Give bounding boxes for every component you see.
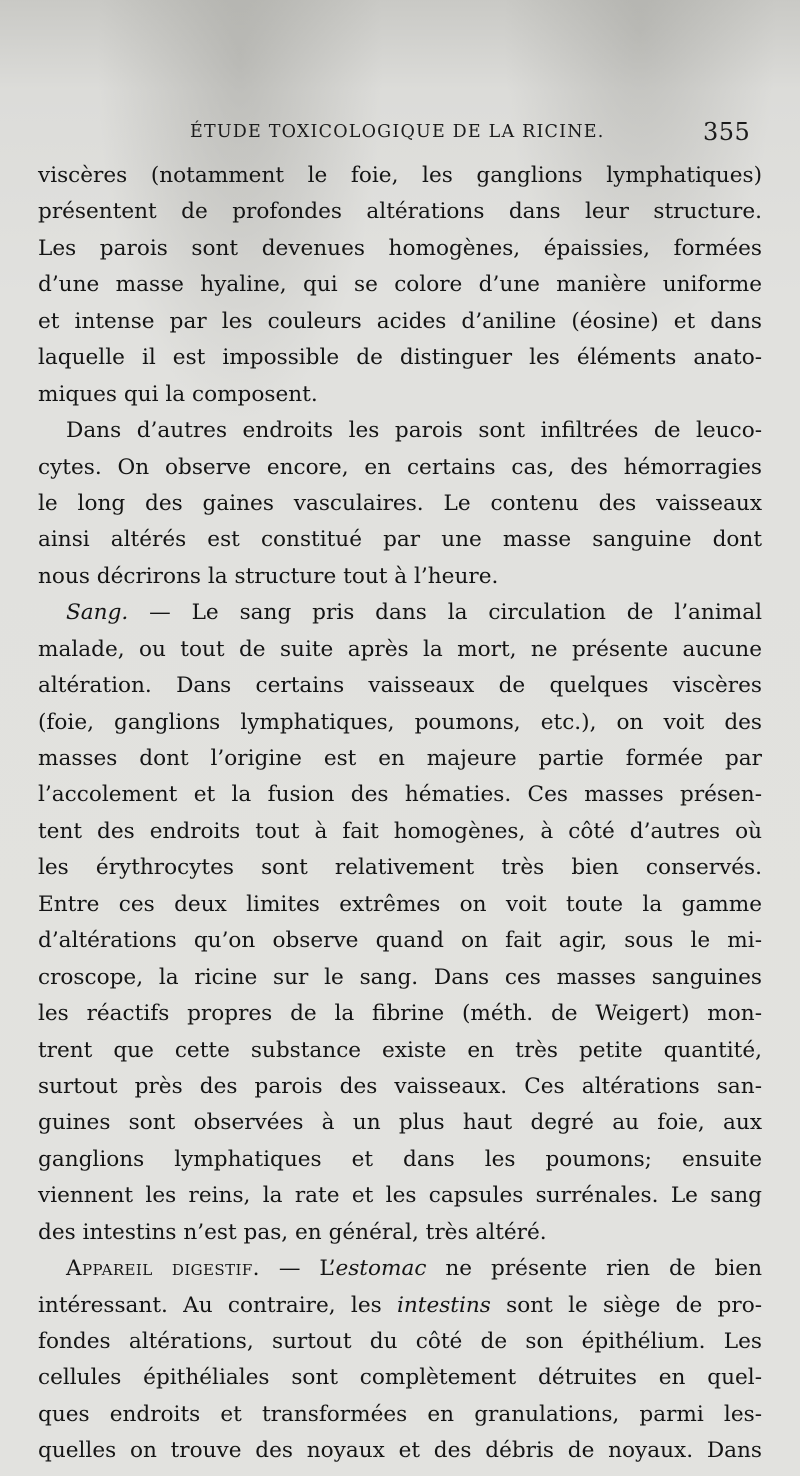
- text-line: [38, 1215, 762, 1251]
- line-text: guines sont observées à un plus haut degré au foie, aux: [38, 1110, 762, 1136]
- text-line: [38, 559, 762, 595]
- text-line: [38, 1288, 762, 1324]
- line-text: fondes altérations, surtout du côté de son épithélium. Les: [38, 1329, 762, 1354]
- line-text: d’une masse hyaline, qui se colore d’une manière uniforme: [38, 272, 762, 298]
- line-text: — Le sang pris dans la circulation de l’animal: [128, 600, 762, 626]
- text-line: [38, 1178, 762, 1214]
- text-line: [38, 705, 762, 741]
- text-line: [38, 777, 762, 813]
- line-text: Les parois sont devenues homogènes, épaissies, formées: [38, 235, 762, 261]
- running-head: [0, 118, 800, 148]
- text-line: [38, 850, 762, 886]
- emphasized-term: estomac: [335, 1256, 427, 1282]
- line-text: cellules épithéliales sont complètement détruites en quel-: [38, 1365, 762, 1391]
- text-line: [38, 194, 762, 230]
- paragraph-lead: Sang.: [66, 600, 129, 626]
- text-line: [38, 304, 762, 340]
- line-text: surtout près des parois des vaisseaux. Ces altérations san-: [38, 1073, 762, 1099]
- line-text: trent que cette substance existe en très petite quantité,: [38, 1037, 762, 1063]
- text-line: [38, 632, 762, 668]
- line-text: des intestins n’est pas, en général, très altéré.: [38, 1219, 547, 1245]
- text-line: [38, 522, 762, 558]
- text-line: [38, 231, 762, 267]
- text-line: [38, 1142, 762, 1178]
- text-line: [38, 1105, 762, 1141]
- section-heading: Appareil digestif.: [66, 1256, 260, 1282]
- line-text: ainsi altérés est constitué par une masse sanguine dont: [38, 527, 762, 553]
- line-text: ganglions lymphatiques et dans les poumons; ensuite: [38, 1146, 762, 1172]
- text-line: [38, 996, 762, 1032]
- emphasized-term: intestins: [396, 1292, 491, 1318]
- text-line: [38, 486, 762, 522]
- line-text: laquelle il est impossible de distinguer les éléments anato-: [38, 345, 762, 371]
- line-text: d’altérations qu’on observe quand on fait agir, sous le mi-: [38, 928, 762, 954]
- text-line: [38, 668, 762, 704]
- line-text: les réactifs propres de la fibrine (méth. de Weigert) mon-: [38, 1001, 762, 1027]
- line-text: Dans d’autres endroits les parois sont infiltrées de leuco-: [66, 418, 762, 444]
- line-text: viscères (notamment le foie, les ganglions lymphatiques): [38, 163, 762, 188]
- line-text: nous décrirons la structure tout à l’heure.: [38, 563, 499, 589]
- text-line: [38, 413, 762, 449]
- line-text: Entre ces deux limites extrêmes on voit toute la gamme: [38, 891, 762, 917]
- line-text: le long des gaines vasculaires. Le contenu des vaisseaux: [38, 490, 762, 516]
- body-text: [38, 158, 762, 1470]
- line-text: quelles on trouve des noyaux et des débris de noyaux. Dans: [38, 1438, 762, 1464]
- text-line: [38, 377, 762, 413]
- text-line: [38, 923, 762, 959]
- line-text: viennent les reins, la rate et les capsules surrénales. Le sang: [38, 1183, 762, 1209]
- line-text: ques endroits et transformées en granulations, parmi les-: [38, 1401, 762, 1427]
- text-line: [38, 340, 762, 376]
- line-text: cytes. On observe encore, en certains cas, des hémorragies: [38, 454, 762, 480]
- text-line: [38, 1397, 762, 1433]
- line-text: miques qui la composent.: [38, 381, 318, 407]
- line-text: — L’: [259, 1256, 336, 1282]
- text-line: [38, 1069, 762, 1105]
- line-text-tail: ne présente rien de bien: [426, 1256, 762, 1282]
- text-line: [38, 1033, 762, 1069]
- line-text: présentent de profondes altérations dans leur structure.: [38, 199, 762, 225]
- text-line: [38, 741, 762, 777]
- text-line: [38, 1324, 762, 1360]
- running-title: ÉTUDE TOXICOLOGIQUE DE LA RICINE.: [190, 122, 605, 142]
- line-text: croscope, la ricine sur le sang. Dans ces masses sanguines: [38, 964, 762, 990]
- text-line: [38, 450, 762, 486]
- line-text: les érythrocytes sont relativement très bien conservés.: [38, 855, 762, 881]
- page-number: 355: [703, 118, 751, 146]
- text-line: [38, 1251, 762, 1287]
- line-text: l’accolement et la fusion des hématies. Ces masses présen-: [38, 782, 762, 808]
- text-line: [38, 960, 762, 996]
- text-line: [38, 814, 762, 850]
- text-line: [38, 1433, 762, 1469]
- line-text: malade, ou tout de suite après la mort, ne présente aucune: [38, 636, 762, 662]
- text-line: [38, 158, 762, 194]
- line-text: intéressant. Au contraire, les: [38, 1292, 397, 1318]
- text-line: [38, 1360, 762, 1396]
- line-text: altération. Dans certains vaisseaux de quelques viscères: [38, 673, 762, 699]
- line-text: (foie, ganglions lymphatiques, poumons, etc.), on voit des: [38, 709, 762, 735]
- text-line: [38, 887, 762, 923]
- text-line: [38, 267, 762, 303]
- line-text-tail: sont le siège de pro-: [490, 1292, 762, 1318]
- line-text: et intense par les couleurs acides d’aniline (éosine) et dans: [38, 308, 762, 334]
- line-text: tent des endroits tout à fait homogènes, à côté d’autres où: [38, 818, 762, 844]
- line-text: masses dont l’origine est en majeure partie formée par: [38, 746, 762, 771]
- text-line: [38, 595, 762, 631]
